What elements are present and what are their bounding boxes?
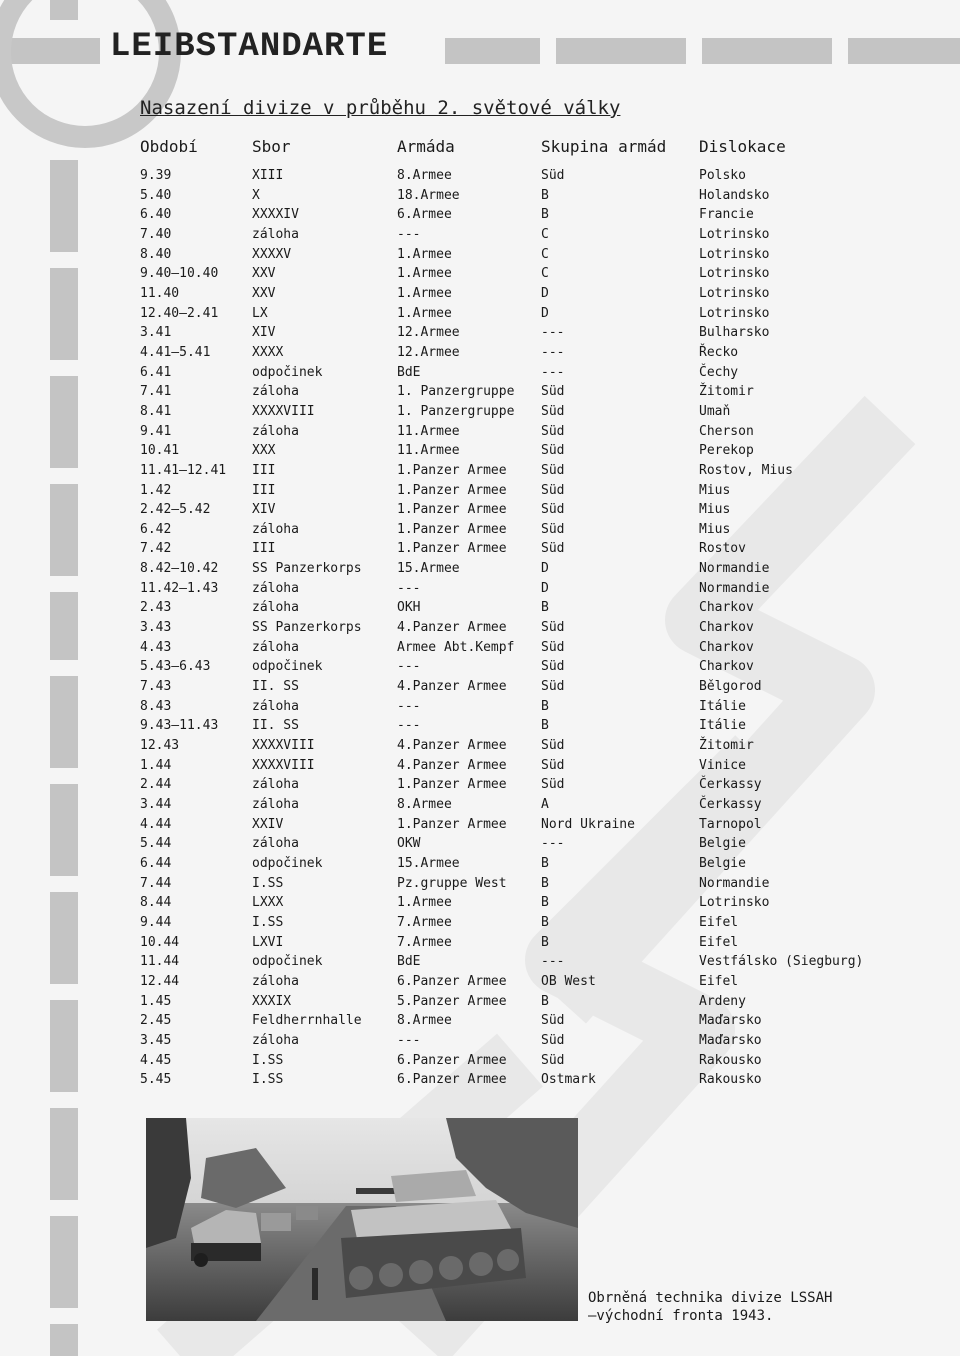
table-row — [140, 874, 900, 894]
cell-period: 2.43 — [140, 600, 172, 616]
cell-period: 9.44 — [140, 914, 172, 930]
cell-army-group: B — [541, 855, 549, 871]
cell-corps: XXXXIV — [252, 207, 299, 223]
table-row — [140, 933, 900, 953]
cell-period: 10.44 — [140, 934, 180, 950]
cell-location: Maďarsko — [699, 1032, 762, 1048]
cell-corps: XIV — [252, 502, 276, 518]
column-header-corps: Sbor — [252, 137, 291, 156]
table-row — [140, 382, 900, 402]
cell-corps: záloha — [252, 1032, 299, 1048]
cell-army-group: Süd — [541, 757, 565, 773]
cell-army-group: B — [541, 698, 549, 714]
cell-corps: LX — [252, 305, 268, 321]
cell-army: 8.Armee — [397, 168, 452, 183]
cell-location: Mius — [699, 521, 731, 537]
cell-corps: Feldherrnhalle — [252, 1013, 362, 1029]
table-row — [140, 716, 900, 736]
cell-corps: záloha — [252, 777, 299, 793]
table-row — [140, 402, 900, 422]
cell-army: 4.Panzer Armee — [397, 620, 507, 636]
table-row — [140, 304, 900, 324]
table-row — [140, 363, 900, 383]
cell-army-group: D — [541, 305, 549, 321]
table-row — [140, 500, 900, 520]
cell-army-group: --- — [541, 344, 565, 360]
table-row — [140, 225, 900, 245]
table-row — [140, 834, 900, 854]
cell-army-group: Süd — [541, 679, 565, 695]
cell-army-group: B — [541, 875, 549, 891]
caption-line: Obrněná technika divize LSSAH — [588, 1290, 833, 1306]
cell-army-group: D — [541, 561, 549, 577]
table-row — [140, 166, 900, 186]
cell-army: 4.Panzer Armee — [397, 679, 507, 695]
table-row — [140, 677, 900, 697]
cell-corps: LXXX — [252, 895, 284, 911]
cell-location: Rostov, Mius — [699, 462, 793, 478]
cell-army-group: Ostmark — [541, 1072, 596, 1088]
cell-corps: XIII — [252, 168, 284, 183]
cell-army: 1.Panzer Armee — [397, 502, 507, 518]
table-row — [140, 913, 900, 933]
cell-army: --- — [397, 226, 421, 242]
cell-corps: SS Panzerkorps — [252, 620, 362, 636]
cell-army-group: B — [541, 914, 549, 930]
cell-army: 1. Panzergruppe — [397, 384, 515, 400]
cell-location: Vestfálsko (Siegburg) — [699, 954, 864, 970]
cell-army-group: Süd — [541, 482, 565, 498]
cell-army: 8.Armee — [397, 797, 452, 812]
cell-corps: III — [252, 482, 276, 498]
cell-army: 1.Armee — [397, 895, 452, 911]
cell-location: Lotrinsko — [699, 226, 770, 242]
cell-location: Eifel — [699, 914, 739, 930]
cell-location: Mius — [699, 482, 731, 498]
cell-location: Čerkassy — [699, 777, 762, 793]
cell-army-group: B — [541, 993, 549, 1009]
cell-period: 8.44 — [140, 895, 172, 911]
cell-corps: XXV — [252, 266, 276, 282]
cell-corps: odpočinek — [252, 954, 323, 970]
cell-army-group: Süd — [541, 1052, 565, 1068]
cell-location: Bělgorod — [699, 679, 762, 695]
cell-army-group: B — [541, 187, 549, 203]
cell-period: 3.41 — [140, 325, 172, 341]
cell-period: 11.44 — [140, 954, 180, 970]
cell-army: 4.Panzer Armee — [397, 738, 507, 754]
cell-army-group: Süd — [541, 659, 565, 675]
cell-corps: záloha — [252, 797, 299, 812]
cell-army-group: C — [541, 226, 549, 242]
cell-location: Perekop — [699, 443, 754, 459]
cell-corps: odpočinek — [252, 855, 323, 871]
cell-period: 11.40 — [140, 285, 180, 301]
column-header-period: Období — [140, 137, 198, 156]
cell-army-group: --- — [541, 836, 565, 852]
soldier-figure — [312, 1268, 318, 1300]
cell-army: 15.Armee — [397, 855, 460, 871]
cell-location: Rakousko — [699, 1072, 762, 1088]
cell-corps: záloha — [252, 580, 299, 596]
cell-army: 1.Panzer Armee — [397, 816, 507, 832]
cell-corps: III — [252, 541, 276, 557]
cell-army-group: Süd — [541, 423, 565, 439]
column-header-army-group: Skupina armád — [541, 137, 667, 156]
cell-corps: XXXXVIII — [252, 738, 315, 754]
cell-army: 6.Armee — [397, 207, 452, 223]
cell-period: 5.40 — [140, 187, 172, 203]
table-row — [140, 756, 900, 776]
cell-period: 8.42–10.42 — [140, 561, 219, 577]
page-title: LEIBSTANDARTE — [110, 28, 389, 66]
cell-period: 4.43 — [140, 639, 172, 655]
cell-period: 4.41–5.41 — [140, 344, 211, 360]
cell-period: 8.40 — [140, 246, 172, 262]
table-row — [140, 1051, 900, 1071]
cell-location: Rakousko — [699, 1052, 762, 1068]
cell-corps: II. SS — [252, 679, 299, 695]
cell-army-group: Süd — [541, 1013, 565, 1029]
table-row — [140, 815, 900, 835]
table-row — [140, 952, 900, 972]
table-row — [140, 559, 900, 579]
cell-army: 1. Panzergruppe — [397, 403, 515, 419]
cell-corps: záloha — [252, 423, 299, 439]
cell-location: Charkov — [699, 659, 754, 675]
cell-army: --- — [397, 698, 421, 714]
cell-corps: záloha — [252, 521, 299, 537]
cell-location: Řecko — [699, 344, 739, 360]
table-row — [140, 697, 900, 717]
cell-location: Francie — [699, 207, 754, 223]
cell-corps: záloha — [252, 384, 299, 400]
cell-army-group: --- — [541, 954, 565, 970]
cell-period: 2.42–5.42 — [140, 502, 211, 518]
cell-period: 12.40–2.41 — [140, 305, 219, 321]
cell-location: Itálie — [699, 718, 746, 734]
cell-corps: záloha — [252, 600, 299, 616]
cell-period: 5.44 — [140, 836, 172, 852]
cell-army-group: Süd — [541, 1032, 565, 1048]
cell-army: 4.Panzer Armee — [397, 757, 507, 773]
section-subtitle: Nasazení divize v průběhu 2. světové války — [140, 97, 621, 119]
cell-army: --- — [397, 659, 421, 675]
cell-corps: XIV — [252, 325, 276, 341]
cell-army-group: Süd — [541, 541, 565, 557]
table-row — [140, 481, 900, 501]
cell-period: 6.44 — [140, 855, 172, 871]
tank-photo — [146, 1118, 578, 1321]
cell-location: Eifel — [699, 973, 739, 989]
cell-location: Lotrinsko — [699, 266, 770, 282]
cell-corps: XXV — [252, 285, 276, 301]
left-dash-bar — [50, 0, 78, 1356]
cell-army-group: B — [541, 600, 549, 616]
caption-line: –východní fronta 1943. — [588, 1308, 774, 1324]
cell-army: OKW — [397, 836, 421, 852]
cell-army: 1.Armee — [397, 305, 452, 321]
cell-army: OKH — [397, 600, 421, 616]
cell-army: Pz.gruppe West — [397, 875, 507, 891]
cell-army: 1.Panzer Armee — [397, 521, 507, 537]
cell-corps: odpočinek — [252, 364, 323, 380]
cell-army: --- — [397, 580, 421, 596]
table-row — [140, 422, 900, 442]
cell-army: 1.Panzer Armee — [397, 482, 507, 498]
cell-corps: odpočinek — [252, 659, 323, 675]
cell-period: 6.41 — [140, 364, 172, 380]
cell-army: --- — [397, 718, 421, 734]
cell-army-group: C — [541, 266, 549, 282]
table-row — [140, 893, 900, 913]
cell-period: 12.44 — [140, 973, 180, 989]
cell-location: Normandie — [699, 875, 770, 891]
table-row — [140, 992, 900, 1012]
cell-corps: záloha — [252, 973, 299, 989]
cell-period: 7.40 — [140, 226, 172, 242]
cell-corps: XXXXV — [252, 246, 292, 262]
cell-location: Bulharsko — [699, 325, 770, 341]
cell-location: Maďarsko — [699, 1013, 762, 1029]
cell-army: 1.Panzer Armee — [397, 462, 507, 478]
cell-period: 9.39 — [140, 168, 172, 183]
cell-location: Itálie — [699, 698, 746, 714]
cell-army-group: B — [541, 934, 549, 950]
cell-location: Žitomir — [699, 738, 754, 754]
cell-corps: I.SS — [252, 1052, 284, 1068]
cell-location: Charkov — [699, 620, 754, 636]
table-row — [140, 795, 900, 815]
cell-period: 10.41 — [140, 443, 180, 459]
cell-location: Polsko — [699, 168, 746, 183]
table-row — [140, 579, 900, 599]
cell-army-group: B — [541, 895, 549, 911]
cell-period: 7.43 — [140, 679, 172, 695]
tank-photo-illustration — [146, 1118, 578, 1321]
cell-corps: I.SS — [252, 914, 284, 930]
cell-location: Čechy — [699, 364, 739, 380]
cell-army-group: Süd — [541, 620, 565, 636]
cell-period: 4.45 — [140, 1052, 172, 1068]
cell-army-group: Süd — [541, 502, 565, 518]
cell-corps: záloha — [252, 639, 299, 655]
cell-army: 1.Armee — [397, 285, 452, 301]
column-header-location: Dislokace — [699, 137, 786, 156]
cell-location: Ardeny — [699, 993, 746, 1009]
cell-army-group: Süd — [541, 639, 565, 655]
cell-location: Charkov — [699, 600, 754, 616]
cell-period: 1.44 — [140, 757, 172, 773]
table-row — [140, 638, 900, 658]
cell-location: Charkov — [699, 639, 754, 655]
cell-army-group: Süd — [541, 521, 565, 537]
table-row — [140, 264, 900, 284]
cell-location: Vinice — [699, 757, 746, 773]
table-row — [140, 284, 900, 304]
table-row — [140, 245, 900, 265]
table-row — [140, 972, 900, 992]
cell-location: Holandsko — [699, 187, 770, 203]
cell-period: 5.45 — [140, 1072, 172, 1088]
cell-army-group: C — [541, 246, 549, 262]
cell-army-group: --- — [541, 325, 565, 341]
cell-army: 6.Panzer Armee — [397, 1072, 507, 1088]
table-row — [140, 186, 900, 206]
table-row — [140, 1031, 900, 1051]
cell-army-group: Süd — [541, 443, 565, 459]
table-row — [140, 736, 900, 756]
column-header-army: Armáda — [397, 137, 455, 156]
cell-army: 6.Panzer Armee — [397, 973, 507, 989]
photo-caption — [588, 1289, 928, 1325]
cell-army-group: D — [541, 580, 549, 596]
cell-corps: I.SS — [252, 875, 284, 891]
table-row — [140, 461, 900, 481]
cell-army: 12.Armee — [397, 344, 460, 360]
table-row — [140, 657, 900, 677]
table-row — [140, 520, 900, 540]
cell-period: 9.43–11.43 — [140, 718, 219, 734]
cell-corps: SS Panzerkorps — [252, 561, 362, 577]
cell-location: Eifel — [699, 934, 739, 950]
cell-location: Umaň — [699, 403, 731, 419]
cell-army-group: A — [541, 797, 549, 812]
cell-period: 4.44 — [140, 816, 172, 832]
cell-period: 9.40–10.40 — [140, 266, 219, 282]
cell-corps: LXVI — [252, 934, 284, 950]
cell-army: 6.Panzer Armee — [397, 1052, 507, 1068]
cell-period: 3.43 — [140, 620, 172, 636]
cell-location: Lotrinsko — [699, 305, 770, 321]
cell-location: Rostov — [699, 541, 746, 557]
table-row — [140, 1070, 900, 1090]
cell-army-group: Süd — [541, 738, 565, 754]
table-header — [140, 137, 900, 159]
cell-army: BdE — [397, 954, 421, 970]
cell-period: 5.43–6.43 — [140, 659, 211, 675]
cell-period: 7.42 — [140, 541, 172, 557]
cell-corps: záloha — [252, 226, 299, 242]
cell-period: 3.44 — [140, 797, 172, 812]
cell-army: 1.Panzer Armee — [397, 541, 507, 557]
table-row — [140, 854, 900, 874]
cell-location: Cherson — [699, 423, 754, 439]
cell-period: 8.43 — [140, 698, 172, 714]
cell-period: 9.41 — [140, 423, 172, 439]
cell-location: Žitomir — [699, 384, 754, 400]
cell-location: Mius — [699, 502, 731, 518]
cell-army-group: Süd — [541, 168, 565, 183]
cell-period: 12.43 — [140, 738, 180, 754]
cell-period: 1.45 — [140, 993, 172, 1009]
cell-army: 7.Armee — [397, 934, 452, 950]
cell-army: 7.Armee — [397, 914, 452, 930]
table-row — [140, 343, 900, 363]
cell-corps: X — [252, 187, 260, 203]
cell-corps: I.SS — [252, 1072, 284, 1088]
cell-location: Tarnopol — [699, 816, 762, 832]
cell-period: 2.44 — [140, 777, 172, 793]
cell-army: Armee Abt.Kempf — [397, 639, 515, 655]
cell-army: 1.Armee — [397, 266, 452, 282]
cell-location: Lotrinsko — [699, 285, 770, 301]
cell-corps: záloha — [252, 836, 299, 852]
cell-army: BdE — [397, 364, 421, 380]
table-row — [140, 618, 900, 638]
cell-location: Belgie — [699, 836, 746, 852]
cell-period: 6.40 — [140, 207, 172, 223]
cell-army-group: Süd — [541, 384, 565, 400]
cell-army: 15.Armee — [397, 561, 460, 577]
cell-corps: XXXXVIII — [252, 403, 315, 419]
deployment-table — [140, 166, 900, 1090]
cell-period: 11.41–12.41 — [140, 462, 227, 478]
cell-period: 7.41 — [140, 384, 172, 400]
cell-corps: II. SS — [252, 718, 299, 734]
cell-corps: XXX — [252, 443, 276, 459]
cell-army: 8.Armee — [397, 1013, 452, 1029]
cell-army: 1.Armee — [397, 246, 452, 262]
cell-corps: XXIV — [252, 816, 284, 832]
cell-army-group: Süd — [541, 462, 565, 478]
cell-corps: XXXX — [252, 344, 284, 360]
cell-location: Lotrinsko — [699, 246, 770, 262]
cell-army: 1.Panzer Armee — [397, 777, 507, 793]
table-row — [140, 1011, 900, 1031]
table-row — [140, 441, 900, 461]
cell-corps: III — [252, 462, 276, 478]
cell-army: 5.Panzer Armee — [397, 993, 507, 1009]
table-row — [140, 205, 900, 225]
cell-corps: záloha — [252, 698, 299, 714]
cell-army: 12.Armee — [397, 325, 460, 341]
cell-period: 1.42 — [140, 482, 172, 498]
cell-army-group: B — [541, 207, 549, 223]
cell-army: 11.Armee — [397, 423, 460, 439]
cell-period: 2.45 — [140, 1013, 172, 1029]
cell-army: --- — [397, 1032, 421, 1048]
cell-location: Normandie — [699, 580, 770, 596]
table-row — [140, 539, 900, 559]
cell-period: 6.42 — [140, 521, 172, 537]
cell-location: Normandie — [699, 561, 770, 577]
cell-location: Lotrinsko — [699, 895, 770, 911]
cell-army-group: --- — [541, 364, 565, 380]
cell-army-group: Süd — [541, 403, 565, 419]
cell-period: 11.42–1.43 — [140, 580, 219, 596]
cell-army-group: Süd — [541, 777, 565, 793]
cell-corps: XXXIX — [252, 993, 292, 1009]
cell-army-group: B — [541, 718, 549, 734]
table-row — [140, 775, 900, 795]
cell-location: Belgie — [699, 855, 746, 871]
cell-army: 18.Armee — [397, 187, 460, 203]
cell-period: 3.45 — [140, 1032, 172, 1048]
cell-army-group: D — [541, 285, 549, 301]
cell-period: 8.41 — [140, 403, 172, 419]
cell-army-group: OB West — [541, 973, 596, 989]
cell-corps: XXXXVIII — [252, 757, 315, 773]
table-row — [140, 598, 900, 618]
cell-period: 7.44 — [140, 875, 172, 891]
cell-location: Čerkassy — [699, 797, 762, 812]
cell-army-group: Nord Ukraine — [541, 816, 635, 832]
table-row — [140, 323, 900, 343]
cell-army: 11.Armee — [397, 443, 460, 459]
